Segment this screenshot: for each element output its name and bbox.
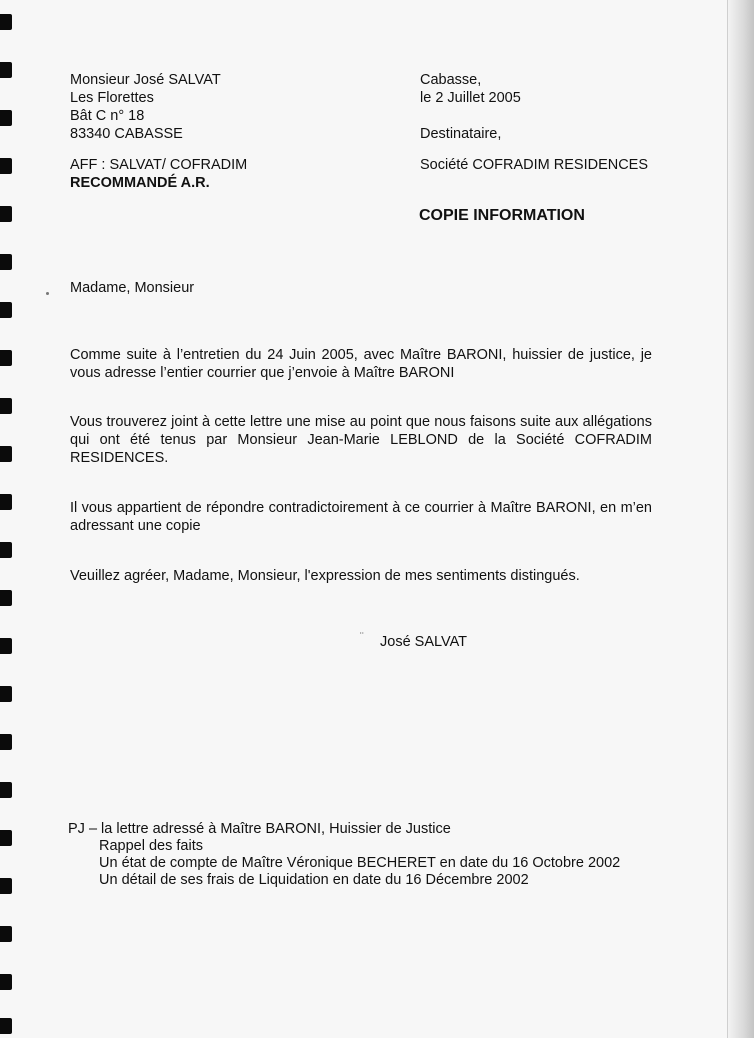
page-edge <box>727 0 754 1038</box>
signature-name: José SALVAT <box>380 634 468 650</box>
place-date <box>420 71 521 143</box>
fold-mark <box>46 292 49 295</box>
paragraph-3: Il vous appartient de répondre contradictoirement à ce courrier à Maître BARONI, en m’en adressant une copie <box>70 500 652 534</box>
spiral-binding <box>0 0 14 1038</box>
place-city: Cabasse, <box>420 72 482 88</box>
attachment-item: Un état de compte de Maître Véronique BECHERET en date du 16 Octobre 2002 <box>99 855 621 871</box>
attachment-item: Rappel des faits <box>99 838 203 854</box>
signature-mark: ¨ <box>360 631 364 643</box>
paragraph-2: Vous trouverez joint à cette lettre une mise au point que nous faisons suite aux allégations qui ont été tenus par Monsieur Jean-Marie LEBLOND de la Société COFRADIM RESIDENCES. <box>70 414 652 466</box>
sender-building: Bât C n° 18 <box>70 108 145 124</box>
paragraph-1: Comme suite à l’entretien du 24 Juin 2005, avec Maître BARONI, huissier de justice, je vous adresse l’entier courrier que j’envoie à Maître BARONI <box>70 347 652 381</box>
letter-date: le 2 Juillet 2005 <box>420 90 521 106</box>
recipient-name: Société COFRADIM RESIDENCES <box>420 157 649 173</box>
sender-name: Monsieur José SALVAT <box>70 72 221 88</box>
sender-city: 83340 CABASSE <box>70 126 183 142</box>
attachments-list <box>68 821 620 889</box>
attachment-item: Un détail de ses frais de Liquidation en date du 16 Décembre 2002 <box>99 872 529 888</box>
spacer <box>420 107 521 125</box>
closing-formula: Veuillez agréer, Madame, Monsieur, l'expression de mes sentiments distingués. <box>70 568 580 584</box>
reference-block <box>70 156 247 192</box>
sender-street: Les Florettes <box>70 90 154 106</box>
reference-mode: RECOMMANDÉ A.R. <box>70 175 210 191</box>
recipient-label: Destinataire, <box>420 126 502 142</box>
sender-address <box>70 71 221 143</box>
attachment-first: PJ – la lettre adressé à Maître BARONI, Huissier de Justice <box>68 821 451 837</box>
copie-information-label: COPIE INFORMATION <box>419 207 585 224</box>
reference-aff: AFF : SALVAT/ COFRADIM <box>70 157 248 173</box>
salutation: Madame, Monsieur <box>70 280 195 296</box>
